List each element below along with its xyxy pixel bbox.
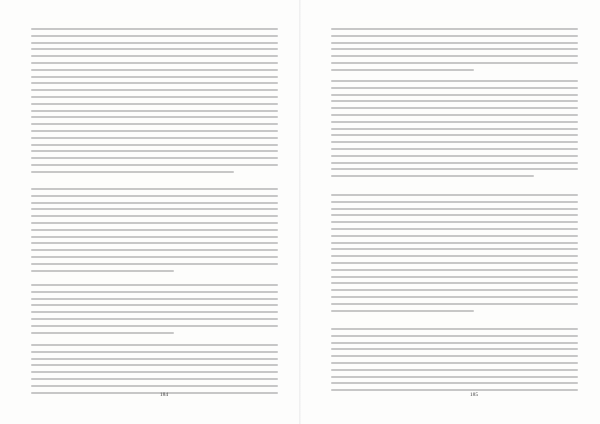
left-page — [31, 26, 278, 398]
right-paragraph-3 — [331, 192, 578, 312]
right-page — [331, 26, 578, 398]
right-paragraph-2 — [331, 78, 578, 177]
page-number-right: 185 — [469, 392, 479, 398]
left-paragraph-4 — [31, 342, 278, 394]
left-paragraph-2 — [31, 186, 278, 272]
right-paragraph-4 — [331, 326, 578, 391]
left-paragraph-1 — [31, 26, 278, 173]
page-number-left: 184 — [159, 392, 169, 398]
right-paragraph-1 — [331, 26, 578, 71]
page-gutter — [299, 0, 301, 424]
left-paragraph-3 — [31, 282, 278, 334]
